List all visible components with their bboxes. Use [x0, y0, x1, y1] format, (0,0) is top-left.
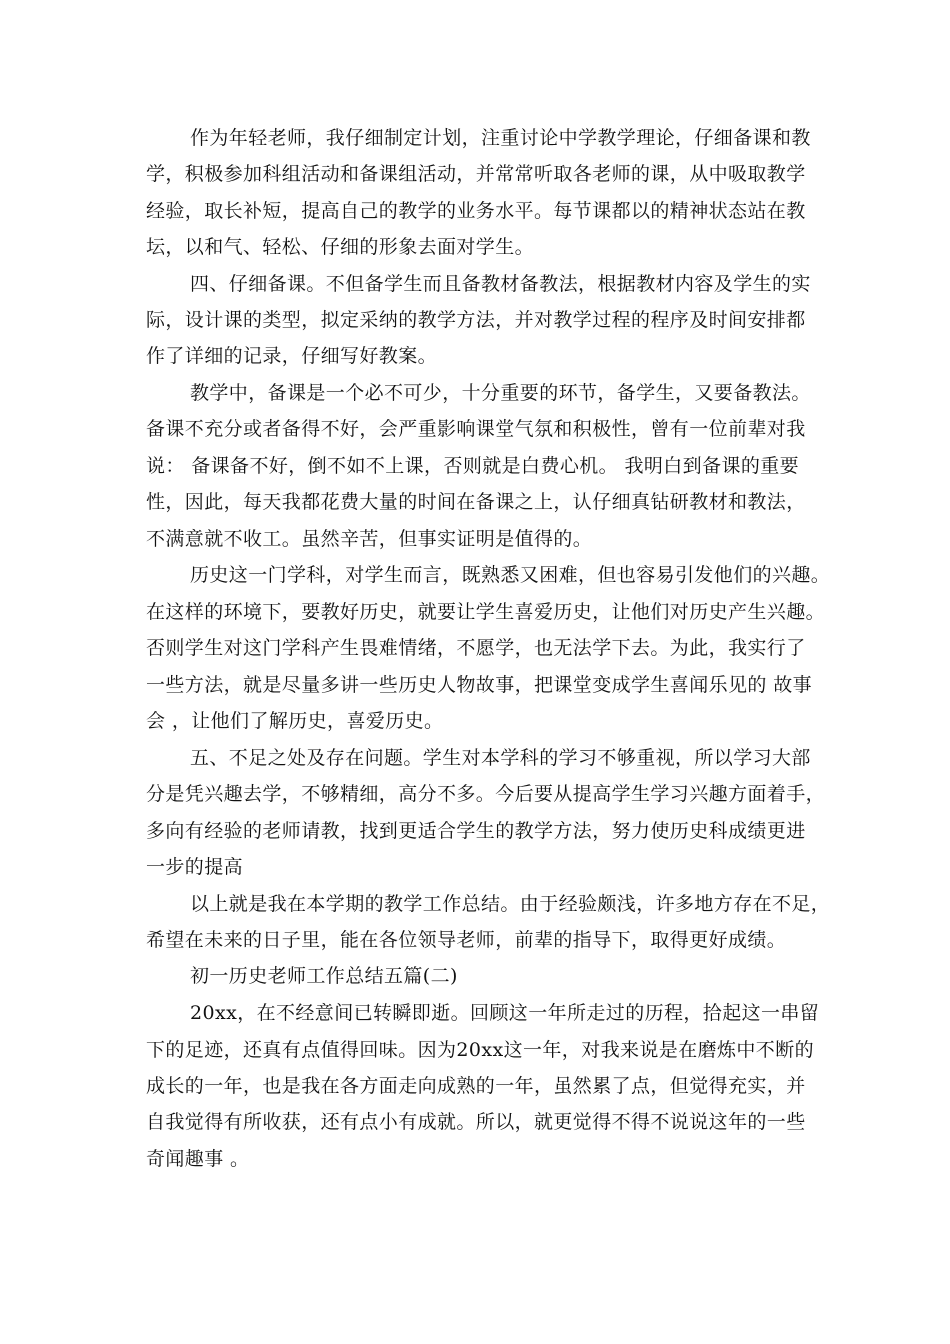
text-line: 历史这一门学科，对学生而言，既熟悉又困难，但也容易引发他们的兴趣。: [190, 564, 831, 586]
text-line: 否则学生对这门学科产生畏难情绪，不愿学，也无法学下去。为此，我实行了: [146, 637, 806, 659]
text-line: 经验，取长补短，提高自己的教学的业务水平。每节课都以的精神状态站在教: [146, 200, 806, 222]
text-line: 学，积极参加科组活动和备课组活动，并常常听取各老师的课，从中吸取教学: [146, 163, 806, 185]
text-line: 际，设计课的类型，拟定采纳的教学方法，并对教学过程的程序及时间安排都: [146, 309, 806, 331]
text-line: 多向有经验的老师请教，找到更适合学生的教学方法，努力使历史科成绩更进: [146, 820, 806, 842]
text-line: 20xx，在不经意间已转瞬即逝。回顾这一年所走过的历程，拾起这一串留: [190, 1002, 820, 1024]
text-line: 在这样的环境下，要教好历史，就要让学生喜爱历史，让他们对历史产生兴趣。: [146, 601, 826, 623]
text-line: 一些方法，就是尽量多讲一些历史人物故事，把课堂变成学生喜闻乐见的 故事: [146, 674, 813, 696]
section-heading: 初一历史老师工作总结五篇(二): [190, 965, 458, 987]
text-line: 自我觉得有所收获，还有点小有成就。所以，就更觉得不得不说说这年的一些: [146, 1111, 806, 1133]
text-line: 下的足迹，还真有点值得回味。因为20xx这一年，对我来说是在磨炼中不断的: [146, 1039, 815, 1061]
text-line: 坛，以和气、轻松、仔细的形象去面对学生。: [146, 236, 535, 258]
text-line: 性，因此，每天我都花费大量的时间在备课之上，认仔细真钻研教材和教法，: [146, 491, 806, 513]
text-line: 希望在未来的日子里，能在各位领导老师，前辈的指导下，取得更好成绩。: [146, 929, 787, 951]
text-line: 备课不充分或者备得不好，会严重影响课堂气氛和积极性，曾有一位前辈对我: [146, 418, 806, 440]
text-line: 会 ，让他们了解历史，喜爱历史。: [146, 710, 444, 732]
text-line: 成长的一年，也是我在各方面走向成熟的一年，虽然累了点，但觉得充实，并: [146, 1075, 806, 1097]
text-line: 教学中，备课是一个必不可少，十分重要的环节，备学生，又要备教法。: [190, 382, 811, 404]
text-line: 不满意就不收工。虽然辛苦，但事实证明是值得的。: [146, 528, 593, 550]
text-line: 以上就是我在本学期的教学工作总结。由于经验颇浅，许多地方存在不足，: [190, 893, 831, 915]
text-line: 分是凭兴趣去学，不够精细，高分不多。今后要从提高学生学习兴趣方面着手，: [146, 783, 826, 805]
text-line: 奇闻趣事 。: [146, 1148, 250, 1170]
text-line: 四、仔细备课。不但备学生而且备教材备教法，根据教材内容及学生的实: [190, 273, 811, 295]
text-line: 作了详细的记录，仔细写好教案。: [146, 345, 438, 367]
text-line: 五、不足之处及存在问题。学生对本学科的学习不够重视，所以学习大部: [190, 747, 811, 769]
text-line: 作为年轻老师，我仔细制定计划，注重讨论中学教学理论，仔细备课和教: [190, 127, 811, 149]
text-line: 说： 备课备不好，倒不如不上课，否则就是白费心机。 我明白到备课的重要: [146, 455, 800, 477]
text-line: 一步的提高: [146, 856, 244, 878]
